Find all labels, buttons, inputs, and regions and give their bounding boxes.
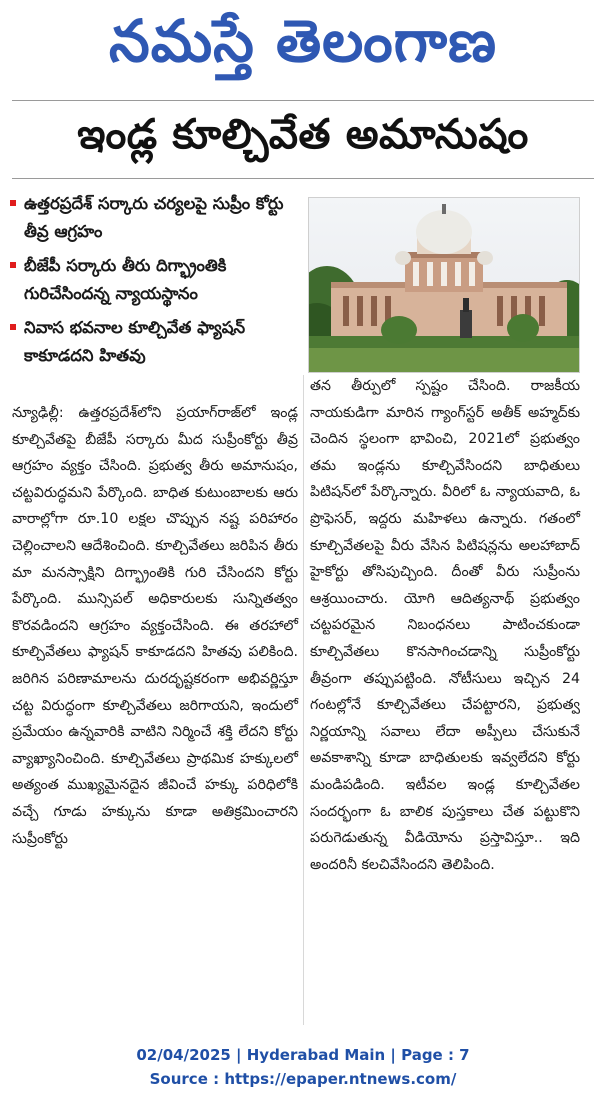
bullet-text: ఉత్తరప్రదేశ్ సర్కారు చర్యలపై సుప్రీం కోర్టు తీవ్ర ఆగ్రహం xyxy=(24,194,284,241)
masthead xyxy=(0,0,606,96)
footer-source: Source : https://epaper.ntnews.com/ xyxy=(149,1070,457,1088)
footer-edition-info: 02/04/2025 | Hyderabad Main | Page : 7 xyxy=(136,1046,470,1064)
supreme-court-building-image xyxy=(309,198,579,372)
article-body-right-column xyxy=(310,373,580,878)
article-body-left-column xyxy=(12,400,298,852)
column-divider xyxy=(303,375,304,1025)
masthead-divider xyxy=(12,100,594,101)
summary-bullet xyxy=(10,190,302,246)
summary-bullet xyxy=(10,314,302,370)
masthead-title: నమస్తే తెలంగాణ xyxy=(109,6,497,75)
bullet-text: నివాస భవనాల కూల్చివేత ఫ్యాషన్ కాకూడదని హితవు xyxy=(24,318,246,365)
bullet-square-icon xyxy=(10,262,16,268)
bullet-square-icon xyxy=(10,324,16,330)
article-paragraph: తన తీర్పులో స్పష్టం చేసింది. రాజకీయ నాయకుడిగా మారిన గ్యాంగ్‌స్టర్ అతీక్ అహ్మద్‌కు చెందిన స్థలంగా భావించి, 2021లో ప్రభుత్వం తమ ఇండ్లను కూల్చివేసిందని బాధితులు పిటిషన్‌లో పేర్కొన్నారు. వీరిలో ఓ న్యాయవాది, ఓ ప్రొఫెసర్, ఇద్దరు మహిళలు ఉన్నారు. గతంలో కూల్చివేతలపై వీరు వేసిన పిటిషన్లను అలహాబాద్ హైకోర్టు తోసిపుచ్చింది. దీంతో వీరు సుప్రీంను ఆశ్రయించారు. యోగి ఆదిత్యనాథ్ ప్రభుత్వం చట్టపరమైన నిబంధనలు పాటించకుండా కూల్చివేతలు కొనసాగించడాన్ని సుప్రీంకోర్టు తీవ్రంగా తప్పుపట్టింది. నోటీసులు ఇచ్చిన 24 గంటల్లోనే కూల్చివేతలు చేపట్టారని, ప్రభుత్వ నిర్ణయాన్ని సవాలు లేదా అప్పీలు చేసుకునే అవకాశాన్ని కూడా బాధితులకు ఇవ్వలేదని కోర్టు మండిపడింది. ఇటీవల ఇండ్ల కూల్చివేతల సందర్భంగా ఓ బాలిక పుస్తకాలు చేత పట్టుకొని పరుగెడుతున్న వీడియోను ప్రస్తావిస్తూ.. ఇది అందరినీ కలచివేసిందని తెలిపింది. xyxy=(310,378,580,873)
bullet-text: బీజేపీ సర్కారు తీరు దిగ్భ్రాంతికి గురిచేసిందన్న న్యాయస్థానం xyxy=(24,256,227,303)
summary-bullets xyxy=(10,190,302,376)
article-headline xyxy=(0,108,606,170)
supreme-court-photo xyxy=(308,197,580,373)
article-paragraph: న్యూఢిల్లీ: ఉత్తరప్రదేశ్‌లోని ప్రయాగ్‌రాజ్‌లో ఇండ్ల కూల్చివేతపై బీజేపీ సర్కారు మీద సుప్రీంకోర్టు తీవ్ర ఆగ్రహం వ్యక్తం చేసింది. ప్రభుత్వ తీరు అమానుషం, చట్టవిరుద్ధమని పేర్కొంది. బాధిత కుటుంబాలకు ఆరు వారాల్లోగా రూ.10 లక్షల చొప్పున నష్ట పరిహారం చెల్లించాలని ఆదేశించింది. కూల్చివేతలు జరిపిన తీరు మా మనస్సాక్షిని దిగ్భ్రాంతికి గురి చేసిందని కోర్టు పేర్కొంది. మున్సిపల్ అధికారులకు సున్నితత్వం కొరవడిందని ఆగ్రహం వ్యక్తంచేసింది. ఈ తరహాలో కూల్చివేతలు ఫ్యాషన్ కాకూడదని హితవు పలికింది. జరిగిన పరిణామాలను దురదృష్టకరంగా అభివర్ణిస్తూ చట్ట విరుద్ధంగా కూల్చివేతలు జరిగాయని, ఇందులో ప్రమేయం ఉన్నవారికి వాటిని నిర్మించే శక్తి లేదని కోర్టు వ్యాఖ్యానించింది. కూల్చివేతలు ప్రాథమిక హక్కులలో అత్యంత ముఖ్యమైనదైన జీవించే హక్కు పరిధిలోకి వచ్చే గూడు హక్కును కూడా అతిక్రమించారని సుప్రీంకోర్టు xyxy=(12,405,298,847)
headline-text: ఇండ్ల కూల్చివేత అమానుషం xyxy=(77,110,529,158)
bullet-square-icon xyxy=(10,200,16,206)
headline-divider xyxy=(12,178,594,179)
summary-bullet xyxy=(10,252,302,308)
